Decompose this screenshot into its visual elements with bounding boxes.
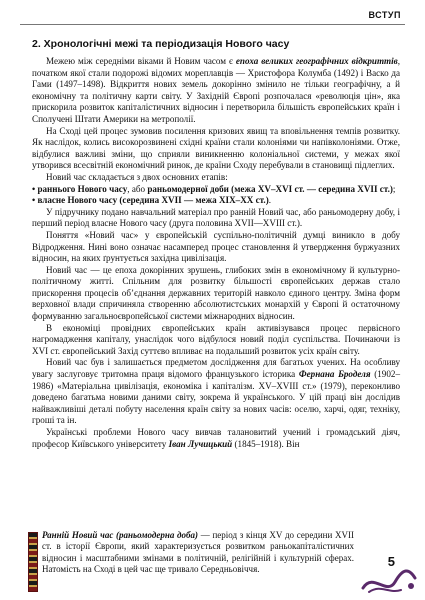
- person-luchytskyi: Іван Лучицький: [168, 438, 233, 449]
- header-rule: [20, 24, 405, 25]
- paragraph-1: [32, 56, 400, 126]
- text-run: Українські проблеми Нового часу вивчав талановитий учений і громадський діяч, професор Київського університету: [32, 427, 400, 449]
- running-head: ВСТУП: [368, 10, 401, 20]
- paragraph-3: Новий час складається з двох основних етапів:: [46, 171, 228, 182]
- term-great-discoveries: епоха великих географічних відкриттів: [235, 56, 398, 66]
- bullet-modern: [32, 195, 400, 207]
- bullet-term: • власне Нового часу (середина XVII — межа XIX–XX ст.): [32, 195, 269, 206]
- bullet-term: раньомодерної доби (межа XV–XVI ст. — середина XVII ст.): [147, 183, 393, 194]
- text-run: , або: [127, 183, 148, 194]
- paragraph-6: Новий час — це епоха докорінних зрушень, глибоких змін в економічному й культурно-політичному житті. Спільним для розвитку більшості європейських держав стало прискорення процесів об’єднання державних територій навколо єдиного центру. Зміна форм верховної влади спричиняла створенню абсолютистських монархій у Європі й остаточному формуванню загальноєвропейської системи міжнародних відносин.: [32, 264, 400, 322]
- paragraph-4: У підручнику подано навчальний матеріал про ранній Новий час, або раньомодерну добу, і перший період власне Нового часу (друга половина XVII—XVIII ст.).: [32, 206, 400, 229]
- page-header: [0, 0, 425, 28]
- bullet-term: • раннього Нового часу: [32, 183, 128, 194]
- definition-term: Ранній Новий час (раньомодерна доба): [42, 530, 198, 540]
- text-run: Новий час був і залишається предметом дослідження для багатьох учених. На особливу увагу заслуговує тритомна праця відомого французького історика: [32, 357, 400, 380]
- paragraph-7: В економіці провідних європейських країн активізувався процес первісного нагромадження капіталу, унаслідок чого відбулося новий поділ суспільства. Починаючи із XVI ст. європейський Захід суттєво впливає на подальший розвиток усіх країн світу.: [32, 322, 400, 356]
- text-run: , початком якої стали подорожі відомих мореплавців — Христофора Колумба (1492) і Васко да Гами (1497–1498). Відкриття нових земель докорінно змінило не тільки географічну, а й економічну та політичну карти світу. У Західній Європі розпочалася «революція цін», яка прискорила розвиток капіталістичних відносин і перетворила більшість європейських країн і Сполучені Штати Америки на метрополії.: [32, 56, 400, 124]
- paragraph-9: [32, 427, 400, 450]
- main-text: [32, 56, 400, 450]
- text-run: ;: [392, 183, 396, 194]
- text-run: .: [268, 195, 272, 206]
- embroidery-ornament: [28, 532, 38, 592]
- section-title: 2. Хронологічні межі та періодизація Нового часу: [32, 38, 290, 50]
- ornament-swirl-icon: [359, 562, 419, 596]
- text-run: багатьма новими даними світу, зокрема й українського. У цій праці він дослідив найважливіші деталі побуту населення країн світу за нових часів: оселю, харчі, одяг, техніку, гроші та ін.: [32, 392, 400, 426]
- bullet-early-modern: [32, 184, 400, 196]
- text-run: Межею між середніми віками й Новим часом є: [46, 56, 236, 66]
- person-braudel: Фернана Броделя: [298, 369, 371, 380]
- paragraph-5: Поняття «Новий час» у європейській суспільно-політичній думці виникло в добу Відродження. Нині воно означає насамперед процес становлення й утвердження буржуазних відносин, на яких ґрунтується західна цивілізація.: [32, 229, 400, 264]
- paragraph-2: На Сході цей процес зумовив посилення кризових явищ та вповільнення темпів розвитку. Як наслідок, колись високорозвинені східні країни стали колоніями чи напівколоніями. Отже, відбулися важливі зміни, що сприяли виникненню колоніальної системи, у межах якої утворився всесвітній економічний ринок, де країни Сходу перебували в становищі підлеглих.: [32, 125, 400, 171]
- text-run: (1845–1918). Він: [232, 438, 300, 449]
- definition-body: — період з кінця XV до середини XVII ст. в історії Європи, який характеризується розвитком раньокапіталістичних відносин і масштабними змінами в політичній, релігійній і культурній сферах. Натомість на Сході в цей час ще тривало Середньовіччя.: [42, 530, 354, 574]
- paragraph-8: [32, 357, 400, 427]
- definition-box: [28, 530, 354, 575]
- text-run: (1902–1986) «Матеріальна цивілізація, економіка і капіталізм. XV–XVIII ст.» (1979), переконливо доведено: [32, 369, 400, 403]
- page-number: 5: [387, 554, 395, 569]
